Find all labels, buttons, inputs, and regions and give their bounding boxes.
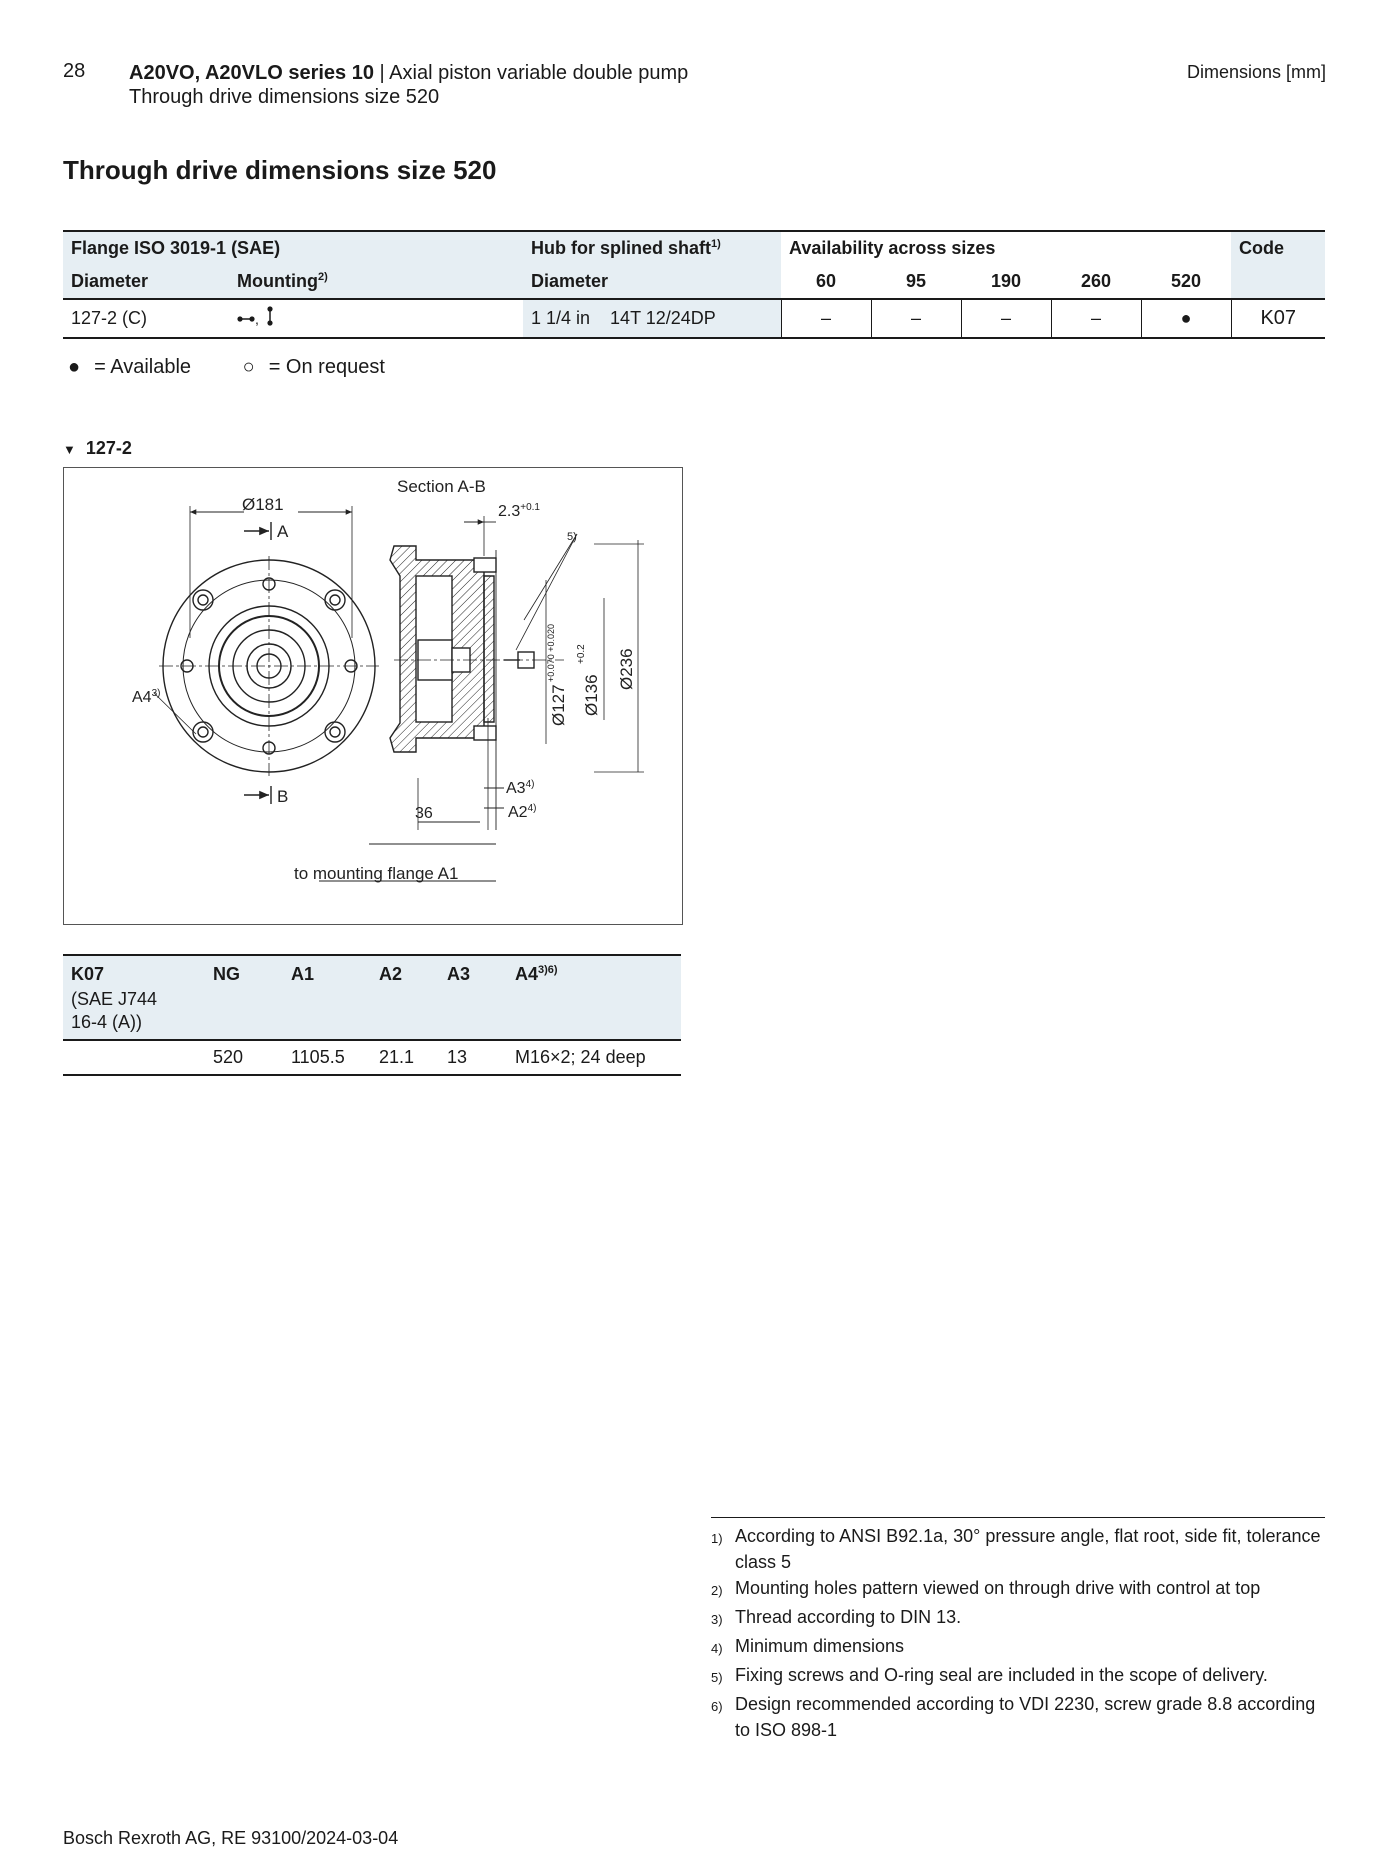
- through-drive-table: [63, 230, 1325, 339]
- document-title: [129, 60, 688, 86]
- th-size-60: 60: [815, 271, 837, 291]
- footnote-number: 1): [711, 1531, 723, 1546]
- available-symbol: ●: [68, 356, 81, 378]
- cell-k07: [63, 1040, 205, 1075]
- request-symbol: ○: [242, 356, 255, 378]
- cell-avail-190: –: [961, 299, 1051, 338]
- dim-a3-text: A3: [506, 780, 526, 797]
- th-a3: A3: [447, 964, 471, 984]
- cell-avail-260: –: [1051, 299, 1141, 338]
- footnote-number: 2): [711, 1583, 723, 1598]
- footnote-item: [711, 1523, 1331, 1575]
- availability-legend: [68, 356, 399, 379]
- cell-avail-60: –: [781, 299, 871, 338]
- cell-a4: M16×2; 24 deep: [507, 1040, 681, 1075]
- dim-d127-tol-group: [546, 624, 556, 682]
- document-title-bold: A20VO, A20VLO series 10: [129, 62, 374, 84]
- header-dimensions-unit: Dimensions [mm]: [1186, 62, 1326, 82]
- footnote-item: [711, 1604, 1331, 1633]
- cell-ng: 520: [205, 1040, 283, 1075]
- table-row: [63, 299, 1325, 338]
- footnote-text: According to ANSI B92.1a, 30° pressure angle, flat root, side fit, tolerance class 5: [735, 1526, 1321, 1572]
- th-hub: [523, 231, 781, 265]
- dim-a2: [508, 803, 536, 821]
- footnote-item: [711, 1691, 1331, 1743]
- dim-36: 36: [415, 805, 433, 822]
- label-a4-note: 3): [151, 688, 161, 699]
- request-label: = On request: [268, 356, 385, 378]
- th-hub-note: 1): [711, 238, 721, 250]
- th-availability: Availability across sizes: [781, 231, 1231, 265]
- footnote-text: Design recommended according to VDI 2230, screw grade 8.8 according to ISO 898-1: [735, 1694, 1316, 1740]
- th-diameter: Diameter: [63, 265, 229, 299]
- dim-d236: Ø236: [617, 648, 636, 690]
- section-marker: ▼: [63, 442, 76, 457]
- footnote-text: Thread according to DIN 13.: [735, 1607, 962, 1627]
- th-a4: [507, 955, 681, 989]
- available-label: = Available: [94, 356, 192, 378]
- th-mounting: [229, 265, 523, 299]
- footnote-number: 4): [711, 1641, 723, 1656]
- footnotes: [711, 1523, 1331, 1743]
- th-a1: A1: [291, 964, 315, 984]
- page-heading: Through drive dimensions size 520: [63, 155, 497, 185]
- cell-hub: [523, 299, 781, 338]
- th-size-190: 190: [990, 271, 1022, 291]
- dim-a3-note: 4): [525, 779, 535, 790]
- cell-avail-95: –: [871, 299, 961, 338]
- footnote-text: Mounting holes pattern viewed on through drive with control at top: [735, 1578, 1261, 1598]
- th-size-260: 260: [1080, 271, 1112, 291]
- footnote-text: Minimum dimensions: [735, 1636, 905, 1656]
- th-flange: Flange ISO 3019-1 (SAE): [63, 231, 523, 265]
- technical-drawing: [63, 467, 683, 925]
- document-subtitle: Through drive dimensions size 520: [129, 86, 440, 108]
- k07-sub2: 16-4 (A)): [71, 1012, 143, 1032]
- th-size-520: 520: [1170, 271, 1202, 291]
- dim-d236-group: [617, 648, 636, 690]
- footnote-separator: [711, 1517, 1325, 1518]
- footnote-item: [711, 1575, 1331, 1604]
- svg-text:,: ,: [255, 311, 259, 327]
- th-hub-label: Hub for splined shaft: [531, 238, 711, 258]
- footnote-number: 6): [711, 1699, 723, 1714]
- cell-hub-diameter: 1 1/4 in: [531, 308, 591, 328]
- th-mounting-label: Mounting: [237, 271, 318, 291]
- cell-avail-520: ●: [1141, 299, 1231, 338]
- section-title: 127-2: [85, 438, 132, 458]
- section-heading: [63, 438, 132, 459]
- dim-gap: [498, 502, 540, 520]
- th-a4-note: 3)6): [538, 964, 558, 976]
- th-ng: NG: [213, 964, 240, 984]
- cell-spline: 14T 12/24DP: [610, 308, 716, 328]
- label-b: B: [277, 787, 289, 806]
- label-a4-text: A4: [132, 689, 152, 706]
- th-mounting-note: 2): [317, 271, 328, 283]
- footnote-item: [711, 1633, 1331, 1662]
- cell-code: K07: [1231, 299, 1325, 338]
- th-a2: A2: [379, 964, 403, 984]
- dim-d181: Ø181: [242, 495, 284, 514]
- dim-d136-group: [582, 674, 601, 716]
- dim-d136: Ø136: [582, 674, 601, 716]
- section-label: Section A-B: [397, 477, 486, 496]
- cell-mounting: [229, 299, 523, 338]
- k07-sub1: (SAE J744: [71, 989, 158, 1009]
- dim-a3: [506, 779, 534, 797]
- mounting-pattern-icon: [237, 305, 281, 327]
- dim-gap-value: 2.3: [498, 503, 521, 520]
- note-5: 5): [567, 531, 577, 543]
- th-hub-diameter: Diameter: [523, 265, 781, 299]
- front-view: [151, 506, 379, 804]
- footnote-number: 3): [711, 1612, 723, 1627]
- dim-d127-group: [549, 684, 568, 726]
- table-row: [63, 1040, 681, 1075]
- footnote-text: Fixing screws and O-ring seal are included in the scope of delivery.: [735, 1665, 1268, 1685]
- page-footer: Bosch Rexroth AG, RE 93100/2024-03-04: [63, 1828, 399, 1848]
- footnote-item: [711, 1662, 1331, 1691]
- dim-a2-text: A2: [508, 804, 528, 821]
- page-number: 28: [63, 60, 86, 82]
- document-title-rest: | Axial piston variable double pump: [373, 62, 689, 84]
- dim-d136-tol: +0.2: [576, 644, 587, 664]
- to-mounting-flange: to mounting flange A1: [294, 864, 459, 883]
- k07-dimension-table: [63, 954, 681, 1076]
- th-code: Code: [1231, 231, 1325, 265]
- dim-d136-tol-group: [576, 644, 587, 664]
- dim-a2-note: 4): [527, 803, 537, 814]
- cell-a2: 21.1: [371, 1040, 439, 1075]
- label-a: A: [277, 522, 289, 541]
- label-a4: [132, 688, 160, 706]
- dim-gap-tol: +0.1: [520, 502, 540, 513]
- footnote-number: 5): [711, 1670, 723, 1685]
- dim-d127-tol: +0.070 +0.020: [546, 623, 556, 682]
- th-k07: K07: [71, 964, 105, 984]
- cell-flange-diameter: 127-2 (C): [63, 299, 229, 338]
- drawing-svg: [64, 468, 682, 924]
- th-size-95: 95: [905, 271, 927, 291]
- dim-d127: Ø127: [549, 684, 568, 726]
- cell-a3: 13: [439, 1040, 507, 1075]
- cell-a1: 1105.5: [283, 1040, 371, 1075]
- th-a4-label: A4: [515, 964, 539, 984]
